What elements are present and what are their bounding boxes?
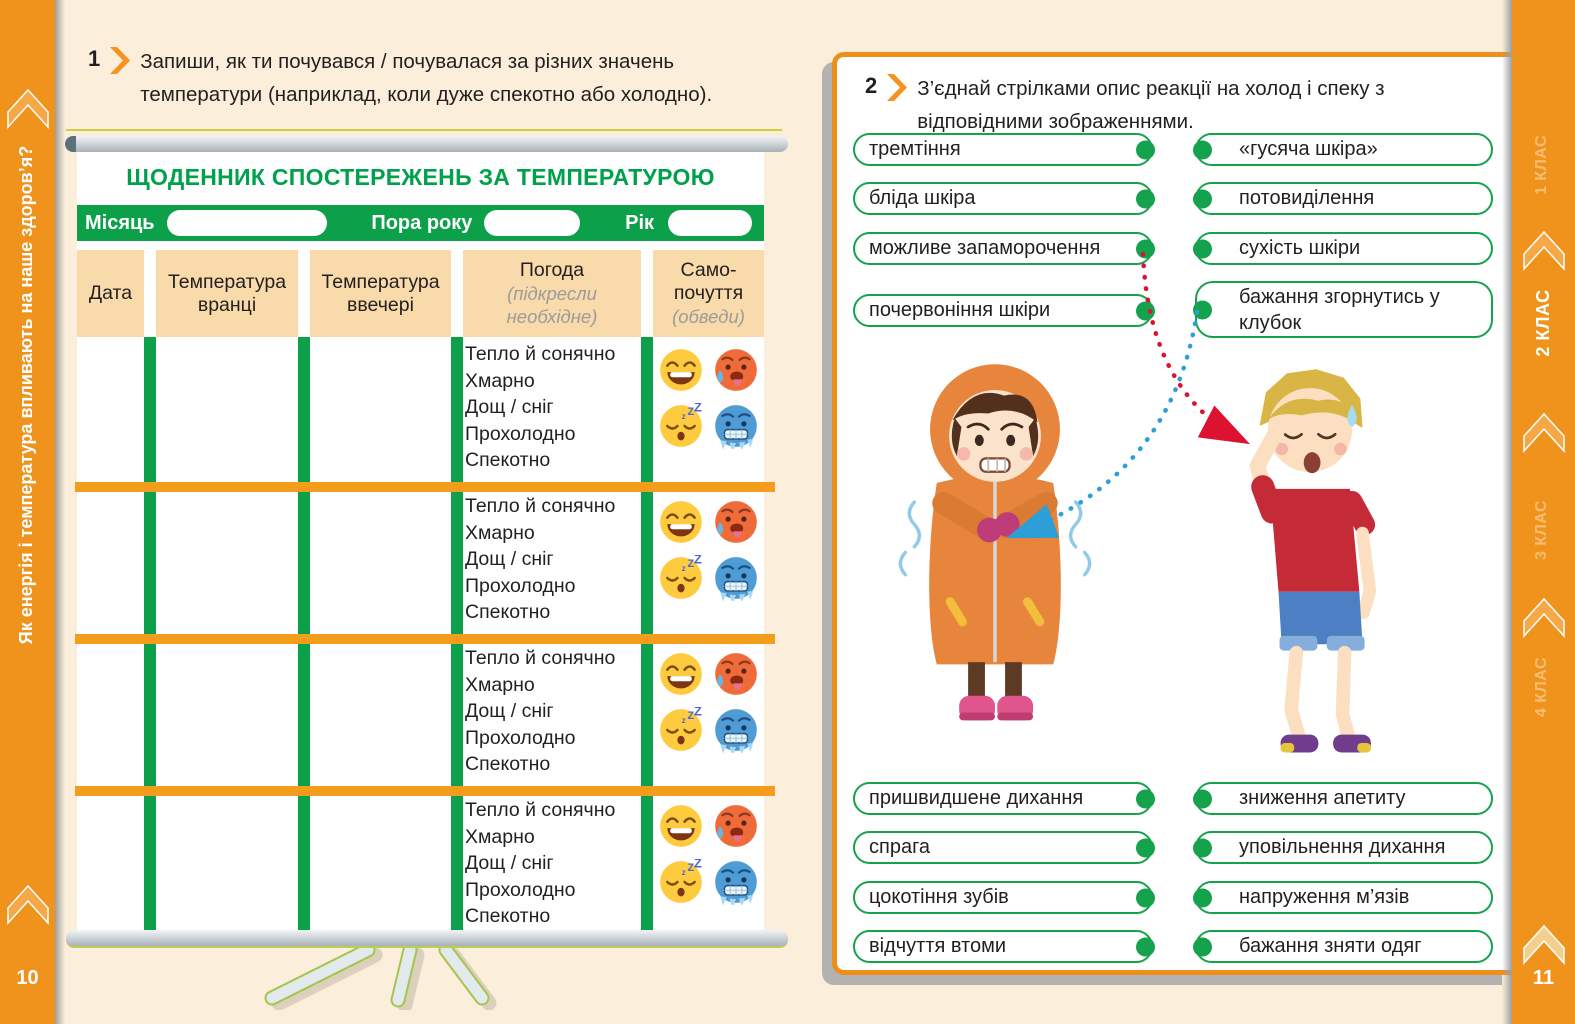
label-pill[interactable]: відчуття втоми	[853, 930, 1153, 963]
connector-dot[interactable]	[1193, 189, 1212, 208]
tab-grade-2[interactable]: 2 КЛАС	[1533, 289, 1553, 357]
connector-dot[interactable]	[1193, 789, 1212, 808]
weather-note: (підкресли необхідне)	[506, 283, 598, 327]
left-spine	[0, 0, 55, 1024]
month-input[interactable]	[167, 210, 327, 236]
year-label: Рік	[625, 211, 655, 234]
connector-dot[interactable]	[1193, 300, 1212, 319]
label-pill[interactable]: можливе запаморочення	[853, 232, 1153, 265]
weather-option[interactable]: Тепло й сонячно	[465, 799, 616, 821]
grinning-face-emoji[interactable]	[658, 803, 704, 849]
weather-option[interactable]: Хмарно	[465, 825, 535, 848]
sleepy-face-emoji[interactable]	[658, 859, 704, 905]
task-text: Запиши, як ти почувався / почувалася за різних значень температури (наприклад, коли дуже спекотно або холодно).	[140, 50, 713, 106]
divider-line	[66, 129, 782, 131]
weather-option[interactable]: Спекотно	[465, 601, 551, 623]
connector-dot[interactable]	[1136, 937, 1155, 956]
connector-dot[interactable]	[1193, 888, 1212, 907]
season-label: Пора року	[371, 211, 473, 234]
page-number-left: 10	[16, 967, 39, 989]
weather-option[interactable]: Прохолодно	[465, 726, 576, 749]
sleepy-face-emoji[interactable]	[658, 555, 704, 601]
weather-option[interactable]: Спекотно	[465, 905, 551, 927]
connector-dot[interactable]	[1136, 189, 1155, 208]
tab-grade-4[interactable]: 4 КЛАС	[1533, 656, 1550, 718]
evening-temp-cell[interactable]	[310, 641, 451, 791]
row-separator	[75, 634, 775, 644]
diary-meta-bar	[77, 205, 764, 241]
flipchart-board	[77, 152, 764, 935]
weather-option[interactable]: Дощ / сніг	[465, 548, 554, 570]
right-page-card	[832, 52, 1512, 975]
flipchart-bottom-rail	[66, 930, 788, 948]
date-cell[interactable]	[77, 793, 144, 935]
morning-temp-cell[interactable]	[156, 641, 298, 791]
season-input[interactable]	[484, 210, 580, 236]
morning-temp-cell[interactable]	[156, 489, 298, 639]
connector-dot[interactable]	[1136, 838, 1155, 857]
hot-face-emoji[interactable]	[713, 651, 759, 697]
column-header-evening-temp: Температура ввечері	[310, 250, 451, 337]
children-illustration	[837, 357, 1507, 787]
connector-dot[interactable]	[1136, 888, 1155, 907]
evening-temp-cell[interactable]	[310, 793, 451, 935]
task-text: З’єднай стрілками опис реакції на холод і спеку з відповідними зображеннями.	[917, 77, 1385, 133]
year-input[interactable]	[668, 210, 752, 236]
sleepy-face-emoji[interactable]	[658, 707, 704, 753]
weather-option[interactable]: Тепло й сонячно	[465, 495, 616, 517]
label-pill[interactable]: «гусяча шкіра»	[1195, 133, 1493, 166]
hot-face-emoji[interactable]	[713, 347, 759, 393]
sleepy-face-emoji[interactable]	[658, 403, 704, 449]
blue-dotted-arrow	[1015, 312, 1197, 535]
month-label: Місяць	[85, 211, 155, 234]
connector-dot[interactable]	[1193, 140, 1212, 159]
table-row	[77, 641, 764, 791]
chapter-title-vertical: Як енергія і температура впливають на наше здоров’я?	[16, 145, 36, 645]
hot-child	[1258, 369, 1371, 752]
label-pill[interactable]: бліда шкіра	[853, 182, 1153, 215]
task-1	[88, 46, 748, 112]
weather-options	[463, 341, 641, 474]
table-row	[77, 489, 764, 639]
weather-options	[463, 645, 641, 778]
weather-option[interactable]: Хмарно	[465, 673, 535, 696]
table-body	[77, 337, 764, 935]
table-row	[77, 337, 764, 487]
chevron-up-icon	[1521, 908, 1567, 966]
grinning-face-emoji[interactable]	[658, 347, 704, 393]
label-pill[interactable]: бажання зняти одяг	[1195, 930, 1493, 963]
date-cell[interactable]	[77, 337, 144, 487]
connector-dot[interactable]	[1193, 937, 1212, 956]
cold-face-emoji[interactable]	[713, 707, 759, 753]
label-pill[interactable]: зниження апетиту	[1195, 782, 1493, 815]
grinning-face-emoji[interactable]	[658, 651, 704, 697]
cold-face-emoji[interactable]	[713, 555, 759, 601]
date-cell[interactable]	[77, 489, 144, 639]
evening-temp-cell[interactable]	[310, 489, 451, 639]
column-header-date: Дата	[77, 250, 144, 337]
task-arrow-icon	[110, 47, 130, 74]
date-cell[interactable]	[77, 641, 144, 791]
hot-face-emoji[interactable]	[713, 499, 759, 545]
column-header-morning-temp: Температура вранці	[156, 250, 298, 337]
tab-grade-1[interactable]: 1 КЛАС	[1533, 134, 1550, 196]
morning-temp-cell[interactable]	[156, 337, 298, 487]
label-pill[interactable]: цокотіння зубів	[853, 881, 1153, 914]
label-pill[interactable]: спрага	[853, 831, 1153, 864]
weather-option[interactable]: Хмарно	[465, 521, 535, 544]
page-shadow	[55, 0, 65, 1024]
task-2	[865, 73, 1465, 139]
label-pill[interactable]: напруження м’язів	[1195, 881, 1493, 914]
label-pill[interactable]: почервоніння шкіри	[853, 294, 1153, 327]
chevron-up-icon	[5, 868, 51, 926]
chevron-up-icon	[1521, 396, 1567, 454]
weather-option[interactable]: Дощ / сніг	[465, 396, 554, 418]
weather-option[interactable]: Прохолодно	[465, 878, 576, 901]
weather-option[interactable]: Прохолодно	[465, 422, 576, 445]
evening-temp-cell[interactable]	[310, 337, 451, 487]
weather-option[interactable]: Тепло й сонячно	[465, 343, 616, 365]
row-separator	[75, 786, 775, 796]
feeling-emojis	[653, 347, 764, 449]
task-number: 1	[88, 46, 101, 71]
weather-option[interactable]: Дощ / сніг	[465, 852, 554, 874]
feeling-emojis	[653, 651, 764, 753]
column-header-feeling: Само-почуття (обведи)	[653, 250, 764, 337]
connector-dot[interactable]	[1136, 140, 1155, 159]
row-separator	[75, 482, 775, 492]
page-shadow	[1502, 0, 1512, 1024]
weather-option[interactable]: Спекотно	[465, 753, 551, 775]
cold-face-emoji[interactable]	[713, 859, 759, 905]
column-header-weather: Погода (підкресли необхідне)	[463, 250, 641, 337]
label-pill[interactable]: бажання згорнутись у клубок	[1195, 281, 1493, 338]
right-spine	[1512, 0, 1575, 1024]
weather-options	[463, 493, 641, 626]
tab-grade-3[interactable]: 3 КЛАС	[1533, 499, 1550, 561]
connector-dot[interactable]	[1193, 239, 1212, 258]
feeling-emojis	[653, 803, 764, 905]
weather-option[interactable]: Хмарно	[465, 369, 535, 392]
task-arrow-icon	[887, 74, 907, 101]
weather-option[interactable]: Дощ / сніг	[465, 700, 554, 722]
rail-cap	[65, 136, 76, 152]
grinning-face-emoji[interactable]	[658, 499, 704, 545]
weather-option[interactable]: Тепло й сонячно	[465, 647, 616, 669]
feeling-emojis	[653, 499, 764, 601]
label-pill[interactable]: сухість шкіри	[1195, 232, 1493, 265]
table-row	[77, 793, 764, 935]
label-pill[interactable]: пришвидшене дихання	[853, 782, 1153, 815]
diary-title: ЩОДЕННИК СПОСТЕРЕЖЕНЬ ЗА ТЕМПЕРАТУРОЮ	[126, 164, 715, 190]
connector-dot[interactable]	[1136, 239, 1155, 258]
label-pill[interactable]: уповільнення дихання	[1195, 831, 1493, 864]
table-header-row	[77, 250, 764, 337]
connector-dot[interactable]	[1136, 789, 1155, 808]
cold-child	[900, 364, 1089, 720]
connector-dot[interactable]	[1193, 838, 1212, 857]
hot-face-emoji[interactable]	[713, 803, 759, 849]
flipchart-top-rail	[66, 136, 788, 152]
label-pill[interactable]: потовиділення	[1195, 182, 1493, 215]
feeling-note: (обведи)	[672, 306, 745, 327]
easel-legs	[250, 944, 510, 1010]
label-pill[interactable]: тремтіння	[853, 133, 1153, 166]
weather-option[interactable]: Прохолодно	[465, 574, 576, 597]
task-number: 2	[865, 73, 878, 98]
cold-face-emoji[interactable]	[713, 403, 759, 449]
page-number-right: 11	[1532, 967, 1555, 989]
weather-option[interactable]: Спекотно	[465, 449, 551, 471]
connector-dot[interactable]	[1136, 301, 1155, 320]
weather-options	[463, 797, 641, 930]
morning-temp-cell[interactable]	[156, 793, 298, 935]
